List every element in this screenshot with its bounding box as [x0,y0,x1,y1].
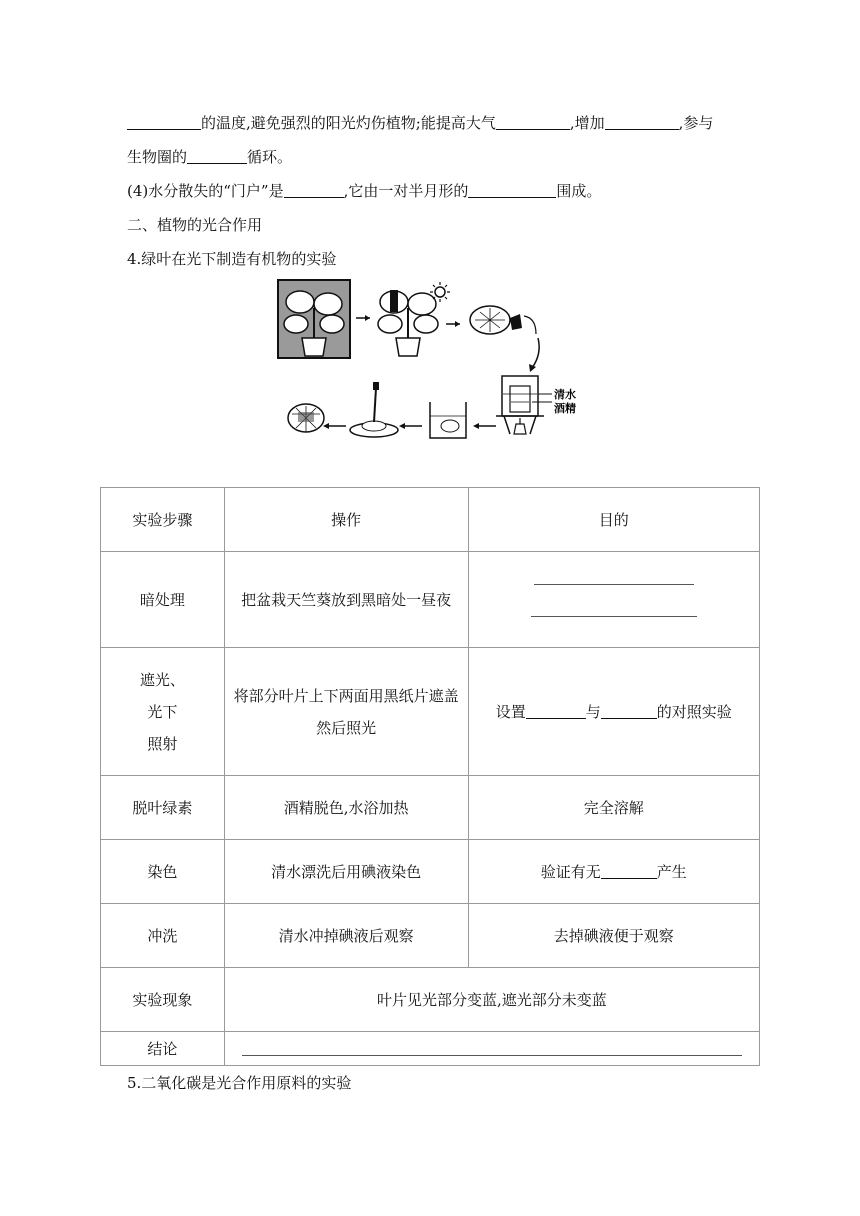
blank[interactable] [601,703,657,719]
table-row: 冲洗 清水冲掉碘液后观察 去掉碘液便于观察 [101,904,760,968]
water-label: 清水 [554,388,576,401]
text-line-2: 生物圈的 循环。 [127,148,293,166]
table-row: 脱叶绿素 酒精脱色,水浴加热 完全溶解 [101,776,760,840]
blank[interactable] [284,182,344,198]
table-row: 染色 清水漂洗后用碘液染色 验证有无 产生 [101,840,760,904]
blank[interactable] [526,703,586,719]
blank[interactable] [601,863,657,879]
table-header-row [101,488,760,552]
water-bath-apparatus [496,376,576,434]
picked-leaf [470,306,536,334]
shaded-plant-with-sun [378,282,450,356]
section-heading: 二、植物的光合作用 [127,216,263,234]
table-row: 暗处理 把盆栽天竺葵放到黑暗处一昼夜 [101,552,760,648]
rinse-beaker [430,402,466,438]
blank[interactable] [605,114,679,130]
table-row: 实验现象 叶片见光部分变蓝,遮光部分未变蓝 [101,968,760,1032]
header-operation: 操作 [224,488,468,552]
stained-leaf [288,404,324,432]
iodine-dish [350,382,398,437]
text-line-3: (4)水分散失的“门户”是 ,它由一对半月形的 围成。 [127,182,602,200]
dark-treated-plant [278,280,350,358]
alcohol-label: 酒精 [554,402,576,415]
conclusion-answer[interactable] [224,1032,759,1066]
table-row-conclusion: 结论 [101,1032,760,1066]
item-4-title: 4.绿叶在光下制造有机物的实验 [127,250,337,268]
blank[interactable] [187,148,247,164]
blank[interactable] [468,182,556,198]
answer-cell[interactable] [468,552,759,648]
experiment-figure [270,278,600,460]
header-purpose: 目的 [468,488,759,552]
text-line-1: 的温度,避免强烈的阳光灼伤植物;能提高大气 ,增加 ,参与 [127,112,713,133]
header-step: 实验步骤 [101,488,225,552]
table-row: 遮光、 光下 照射 将部分叶片上下两面用黑纸片遮盖 然后照光 设置 与 的对照实验 [101,648,760,776]
experiment-table [100,487,760,1066]
item-5-title: 5.二氧化碳是光合作用原料的实验 [127,1074,352,1092]
blank[interactable] [496,114,570,130]
blank[interactable] [127,114,201,130]
